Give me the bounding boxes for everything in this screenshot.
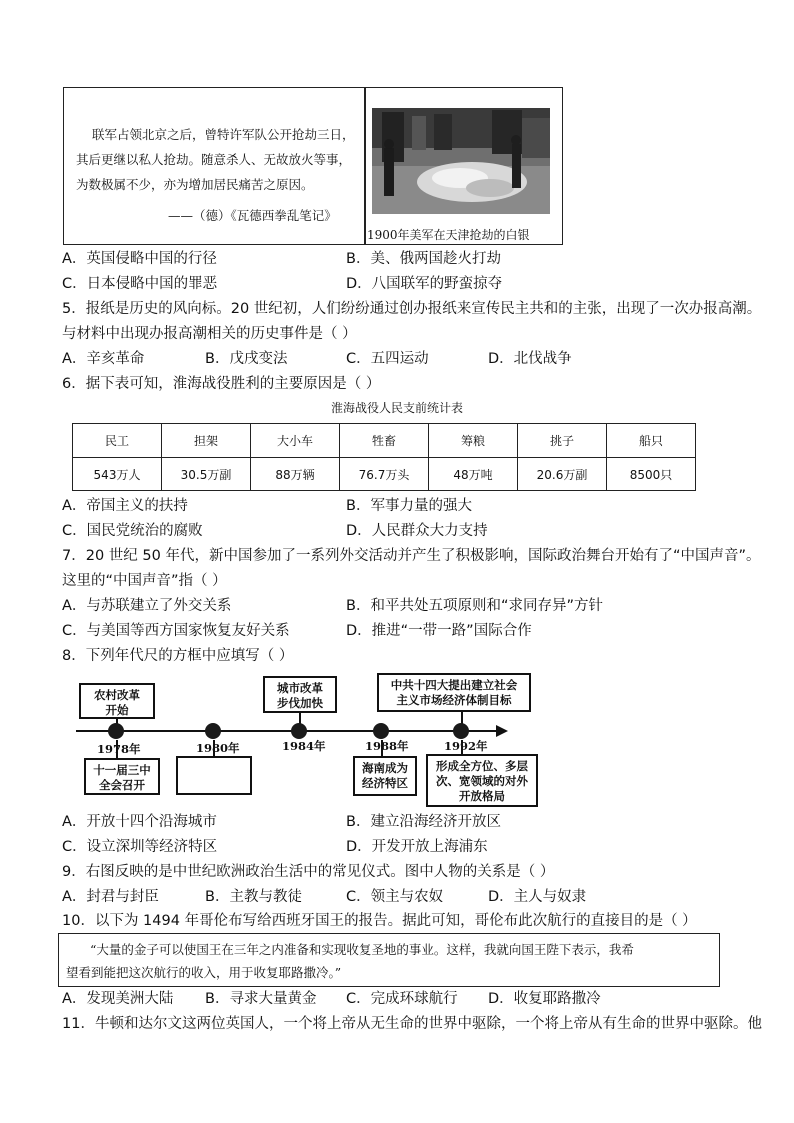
table-header-cell: 挑子	[518, 424, 607, 458]
q10-option-c[interactable]: C．完成环球航行	[346, 991, 458, 1007]
timeline-year: 1984年	[282, 739, 326, 753]
box-text: 主义市场经济体制目标	[396, 693, 512, 707]
q6-statistics-table	[72, 423, 696, 491]
q4-box-divider	[364, 87, 366, 245]
q5-option-a[interactable]: A．辛亥革命	[62, 351, 145, 367]
timeline-axis	[76, 730, 501, 732]
q4-quote-line-1: 联军占领北京之后，曾特许军队公开抢劫三日，	[92, 127, 355, 142]
q11-stem: 11．牛顿和达尔文这两位英国人，一个将上帝从无生命的世界中驱除，一个将上帝从有生命的世界中驱除。他	[62, 1016, 762, 1032]
table-header-cell: 担架	[162, 424, 251, 458]
timeline-year: 1978年	[97, 742, 141, 756]
q10-option-b[interactable]: B．寻求大量黄金	[205, 991, 317, 1007]
q7-option-a[interactable]: A．与苏联建立了外交关系	[62, 598, 232, 614]
box-text: 步伐加快	[277, 696, 323, 710]
silver-loot-photo	[372, 108, 550, 214]
q5-stem-line-2: 与材料中出现办报高潮相关的历史事件是（ ）	[62, 326, 357, 342]
table-header-cell: 筹粮	[429, 424, 518, 458]
timeline-dot-1992	[453, 723, 469, 739]
box-text: 形成全方位、多层	[436, 759, 528, 773]
q10-quote-line-2: 望看到能把这次航行的收入，用于收复耶路撒冷。”	[66, 965, 342, 980]
q5-option-d[interactable]: D．北伐战争	[488, 351, 572, 367]
box-text: 次、宽领域的对外	[436, 774, 528, 788]
q7-stem-line-1: 7．20 世纪 50 年代，新中国参加了一系列外交活动并产生了积极影响，国际政治舞台开始有了“中国声音”。	[62, 548, 761, 564]
timeline-box-1992-top	[377, 673, 531, 712]
q4-option-c[interactable]: C．日本侵略中国的罪恶	[62, 276, 218, 292]
box-text: 海南成为	[362, 761, 408, 775]
q4-quote-line-2: 其后更继以私人抢劫。随意杀人、无故放火等事，	[76, 152, 352, 167]
timeline-dot-1988	[373, 723, 389, 739]
timeline-blank-answer-box[interactable]	[176, 756, 252, 795]
q10-quote-line-1: “大量的金子可以使国王在三年之内准备和实现收复圣地的事业。这样，我就向国王陛下表示，我希	[90, 942, 634, 957]
q5-stem-line-1: 5．报纸是历史的风向标。20 世纪初，人们纷纷通过创办报纸来宣传民主共和的主张，出现了一次办报高潮。	[62, 301, 762, 317]
timeline-dot-1978	[108, 723, 124, 739]
q6-option-d[interactable]: D．人民群众大力支持	[346, 523, 488, 539]
timeline-year: 1988年	[365, 739, 409, 753]
q9-stem: 9．右图反映的是中世纪欧洲政治生活中的常见仪式。图中人物的关系是（ ）	[62, 864, 555, 880]
table-header-cell: 牲畜	[340, 424, 429, 458]
table-header-cell: 民工	[73, 424, 162, 458]
timeline-box-1984-top	[263, 676, 337, 713]
table-cell: 20.6万副	[518, 458, 607, 491]
q4-quote-line-3: 为数极属不少，亦为增加居民痛苦之原因。	[76, 177, 314, 192]
q9-option-c[interactable]: C．领主与农奴	[346, 889, 444, 905]
timeline-dot-1980	[205, 723, 221, 739]
q7-option-b[interactable]: B．和平共处五项原则和“求同存异”方针	[346, 598, 603, 614]
q9-option-d[interactable]: D．主人与奴隶	[488, 889, 587, 905]
q8-option-d[interactable]: D．开发开放上海浦东	[346, 839, 488, 855]
timeline-box-1978-top	[79, 683, 155, 719]
q7-stem-line-2: 这里的“中国声音”指（ ）	[62, 573, 227, 589]
q4-photo-caption: 1900年美军在天津抢劫的白银	[367, 228, 530, 242]
box-text: 中共十四大提出建立社会	[390, 678, 518, 692]
box-text: 经济特区	[362, 776, 408, 790]
q10-stem: 10．以下为 1494 年哥伦布写给西班牙国王的报告。据此可知，哥伦布此次航行的直接目的是（ ）	[62, 913, 697, 929]
q6-option-a[interactable]: A．帝国主义的扶持	[62, 498, 188, 514]
q6-table-title: 淮海战役人民支前统计表	[330, 401, 463, 415]
q8-option-a[interactable]: A．开放十四个沿海城市	[62, 814, 217, 830]
q5-option-c[interactable]: C．五四运动	[346, 351, 429, 367]
table-row	[73, 458, 696, 491]
q6-option-b[interactable]: B．军事力量的强大	[346, 498, 472, 514]
timeline-box-1978-bottom	[84, 758, 160, 795]
table-cell: 30.5万副	[162, 458, 251, 491]
q4-option-d[interactable]: D．八国联军的野蛮掠夺	[346, 276, 503, 292]
timeline-dot-1984	[291, 723, 307, 739]
q4-option-b[interactable]: B．美、俄两国趁火打劫	[346, 251, 501, 267]
table-header-row	[73, 424, 696, 458]
table-cell: 76.7万头	[340, 458, 429, 491]
table-cell: 48万吨	[429, 458, 518, 491]
timeline-box-1992-bottom	[426, 754, 538, 807]
q10-option-d[interactable]: D．收复耶路撒冷	[488, 991, 601, 1007]
q8-option-c[interactable]: C．设立深圳等经济特区	[62, 839, 218, 855]
timeline-year: 1992年	[444, 739, 488, 753]
q6-stem: 6．据下表可知，淮海战役胜利的主要原因是（ ）	[62, 376, 381, 392]
box-text: 农村改革	[94, 688, 140, 702]
q10-option-a[interactable]: A．发现美洲大陆	[62, 991, 174, 1007]
box-text: 开始	[105, 703, 129, 717]
table-cell: 88万辆	[251, 458, 340, 491]
timeline-arrow-icon	[496, 725, 508, 737]
timeline-box-1988-bottom	[353, 756, 417, 796]
table-cell: 543万人	[73, 458, 162, 491]
q5-option-b[interactable]: B．戊戌变法	[205, 351, 288, 367]
box-text: 城市改革	[277, 681, 323, 695]
q8-option-b[interactable]: B．建立沿海经济开放区	[346, 814, 501, 830]
box-text: 十一届三中	[93, 763, 151, 777]
table-cell: 8500只	[607, 458, 696, 491]
q9-option-b[interactable]: B．主教与教徒	[205, 889, 302, 905]
q9-option-a[interactable]: A．封君与封臣	[62, 889, 159, 905]
table-header-cell: 大小车	[251, 424, 340, 458]
q4-quote-source: ——（德）《瓦德西拳乱笔记》	[168, 208, 337, 223]
q6-option-c[interactable]: C．国民党统治的腐败	[62, 523, 203, 539]
q7-option-c[interactable]: C．与美国等西方国家恢复友好关系	[62, 623, 290, 639]
timeline-year: 1980年	[196, 741, 240, 755]
q7-option-d[interactable]: D．推进“一带一路”国际合作	[346, 623, 532, 639]
q8-stem: 8．下列年代尺的方框中应填写（ ）	[62, 648, 294, 664]
box-text: 开放格局	[459, 789, 505, 803]
box-text: 全会召开	[99, 778, 145, 792]
q4-option-a[interactable]: A．英国侵略中国的行径	[62, 251, 217, 267]
table-header-cell: 船只	[607, 424, 696, 458]
